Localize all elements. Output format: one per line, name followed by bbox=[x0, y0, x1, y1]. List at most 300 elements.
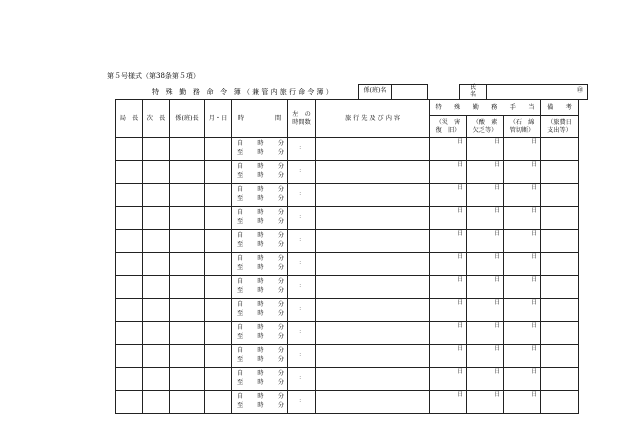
duty-order-table bbox=[115, 99, 579, 414]
minute-label: 分 bbox=[277, 393, 284, 400]
day-unit-label: 日 bbox=[494, 231, 500, 237]
hour-label: 時 bbox=[257, 241, 264, 248]
hour-label: 時 bbox=[257, 172, 264, 179]
allowance-oxygen-cell[interactable] bbox=[467, 345, 504, 368]
deputy-seal-cell[interactable] bbox=[143, 161, 170, 184]
section-chief-seal-cell[interactable] bbox=[170, 391, 205, 414]
allowance-disaster-cell[interactable] bbox=[430, 138, 467, 161]
day-unit-label: 日 bbox=[531, 139, 537, 145]
allowance-oxygen-cell[interactable] bbox=[467, 276, 504, 299]
minute-label: 分 bbox=[277, 324, 284, 331]
remarks-cell[interactable] bbox=[541, 138, 579, 161]
day-unit-label: 日 bbox=[457, 139, 463, 145]
time-to-line bbox=[237, 379, 287, 388]
allowance-disaster-cell[interactable] bbox=[430, 161, 467, 184]
hours-cell[interactable] bbox=[288, 391, 316, 414]
allowance-asbestos-cell[interactable] bbox=[504, 230, 541, 253]
time-from-label: 自 bbox=[237, 209, 244, 216]
day-unit-label: 日 bbox=[494, 208, 500, 214]
minute-label: 分 bbox=[277, 209, 284, 216]
day-unit-label: 日 bbox=[494, 323, 500, 329]
time-from-line bbox=[237, 255, 287, 264]
document-title: 特 殊 勤 務 命 令 簿（兼管内旅行命令簿） bbox=[152, 88, 335, 96]
hour-label: 時 bbox=[257, 209, 264, 216]
col-month-day: 月・日 bbox=[205, 100, 232, 138]
allowance-oxygen-cell[interactable] bbox=[467, 322, 504, 345]
minute-label: 分 bbox=[277, 255, 284, 262]
time-to-line bbox=[237, 310, 287, 319]
time-cell[interactable] bbox=[232, 184, 288, 207]
hour-label: 時 bbox=[257, 370, 264, 377]
time-from-line bbox=[237, 232, 287, 241]
section-chief-seal-cell[interactable] bbox=[170, 138, 205, 161]
hour-label: 時 bbox=[257, 347, 264, 354]
hours-cell[interactable] bbox=[288, 230, 316, 253]
time-to-line bbox=[237, 218, 287, 227]
allowance-disaster-cell[interactable] bbox=[430, 345, 467, 368]
hour-label: 時 bbox=[257, 278, 264, 285]
minute-label: 分 bbox=[277, 186, 284, 193]
hour-label: 時 bbox=[257, 287, 264, 294]
colon-separator: ： bbox=[298, 306, 304, 313]
day-unit-label: 日 bbox=[531, 231, 537, 237]
time-to-line bbox=[237, 264, 287, 273]
hour-label: 時 bbox=[257, 333, 264, 340]
time-from-label: 自 bbox=[237, 278, 244, 285]
month-day-cell[interactable] bbox=[205, 391, 232, 414]
minute-label: 分 bbox=[277, 287, 284, 294]
deputy-seal-cell[interactable] bbox=[143, 299, 170, 322]
allowance-oxygen-cell[interactable] bbox=[467, 207, 504, 230]
table-row bbox=[116, 230, 579, 253]
time-cell[interactable] bbox=[232, 253, 288, 276]
col-allowance-disaster: （災 害 復 旧） bbox=[430, 116, 467, 138]
table-row bbox=[116, 345, 579, 368]
minute-label: 分 bbox=[277, 232, 284, 239]
colon-separator: ： bbox=[298, 283, 304, 290]
minute-label: 分 bbox=[277, 310, 284, 317]
table-row bbox=[116, 253, 579, 276]
director-seal-cell[interactable] bbox=[116, 161, 143, 184]
allowance-disaster-cell[interactable] bbox=[430, 276, 467, 299]
time-from-label: 自 bbox=[237, 140, 244, 147]
time-cell[interactable] bbox=[232, 322, 288, 345]
table-row bbox=[116, 207, 579, 230]
time-from-line bbox=[237, 324, 287, 333]
destination-cell[interactable] bbox=[316, 161, 430, 184]
time-cell[interactable] bbox=[232, 138, 288, 161]
deputy-seal-cell[interactable] bbox=[143, 230, 170, 253]
day-unit-label: 日 bbox=[531, 254, 537, 260]
month-day-cell[interactable] bbox=[205, 207, 232, 230]
month-day-cell[interactable] bbox=[205, 138, 232, 161]
allowance-asbestos-cell[interactable] bbox=[504, 253, 541, 276]
section-chief-seal-cell[interactable] bbox=[170, 161, 205, 184]
destination-cell[interactable] bbox=[316, 345, 430, 368]
table-row bbox=[116, 161, 579, 184]
day-unit-label: 日 bbox=[494, 369, 500, 375]
time-from-line bbox=[237, 163, 287, 172]
hour-label: 時 bbox=[257, 149, 264, 156]
time-to-label: 至 bbox=[237, 195, 244, 202]
colon-separator: ： bbox=[298, 237, 304, 244]
section-chief-seal-cell[interactable] bbox=[170, 299, 205, 322]
remarks-cell[interactable] bbox=[541, 253, 579, 276]
time-to-line bbox=[237, 149, 287, 158]
month-day-cell[interactable] bbox=[205, 184, 232, 207]
deputy-seal-cell[interactable] bbox=[143, 184, 170, 207]
col-allowance-asbestos: （石 綿 管切断） bbox=[504, 116, 541, 138]
deputy-seal-cell[interactable] bbox=[143, 391, 170, 414]
allowance-oxygen-cell[interactable] bbox=[467, 299, 504, 322]
minute-label: 分 bbox=[277, 347, 284, 354]
table-row bbox=[116, 322, 579, 345]
director-seal-cell[interactable] bbox=[116, 368, 143, 391]
allowance-asbestos-cell[interactable] bbox=[504, 345, 541, 368]
allowance-asbestos-cell[interactable] bbox=[504, 299, 541, 322]
deputy-seal-cell[interactable] bbox=[143, 322, 170, 345]
month-day-cell[interactable] bbox=[205, 345, 232, 368]
hours-cell[interactable] bbox=[288, 368, 316, 391]
time-from-line bbox=[237, 393, 287, 402]
allowance-disaster-cell[interactable] bbox=[430, 184, 467, 207]
day-unit-label: 日 bbox=[494, 392, 500, 398]
month-day-cell[interactable] bbox=[205, 161, 232, 184]
hours-cell[interactable] bbox=[288, 322, 316, 345]
time-from-label: 自 bbox=[237, 232, 244, 239]
deputy-seal-cell[interactable] bbox=[143, 253, 170, 276]
hour-label: 時 bbox=[257, 218, 264, 225]
time-from-line bbox=[237, 209, 287, 218]
allowance-disaster-cell[interactable] bbox=[430, 253, 467, 276]
allowance-asbestos-cell[interactable] bbox=[504, 391, 541, 414]
director-seal-cell[interactable] bbox=[116, 207, 143, 230]
month-day-cell[interactable] bbox=[205, 299, 232, 322]
day-unit-label: 日 bbox=[494, 346, 500, 352]
day-unit-label: 日 bbox=[494, 185, 500, 191]
deputy-seal-cell[interactable] bbox=[143, 207, 170, 230]
minute-label: 分 bbox=[277, 241, 284, 248]
director-seal-cell[interactable] bbox=[116, 276, 143, 299]
time-to-line bbox=[237, 172, 287, 181]
section-chief-seal-cell[interactable] bbox=[170, 253, 205, 276]
remarks-cell[interactable] bbox=[541, 276, 579, 299]
hours-cell[interactable] bbox=[288, 207, 316, 230]
hours-cell[interactable] bbox=[288, 345, 316, 368]
col-hours: 左 の 時間数 bbox=[288, 100, 316, 138]
day-unit-label: 日 bbox=[457, 323, 463, 329]
affiliation-label: 係(班)名 bbox=[359, 85, 392, 100]
hours-cell[interactable] bbox=[288, 161, 316, 184]
remarks-cell[interactable] bbox=[541, 207, 579, 230]
section-chief-seal-cell[interactable] bbox=[170, 368, 205, 391]
remarks-cell[interactable] bbox=[541, 322, 579, 345]
day-unit-label: 日 bbox=[457, 208, 463, 214]
time-to-label: 至 bbox=[237, 172, 244, 179]
name-field[interactable] bbox=[487, 85, 588, 100]
section-chief-seal-cell[interactable] bbox=[170, 322, 205, 345]
hour-label: 時 bbox=[257, 140, 264, 147]
time-from-label: 自 bbox=[237, 393, 244, 400]
day-unit-label: 日 bbox=[531, 162, 537, 168]
remarks-cell[interactable] bbox=[541, 368, 579, 391]
col-time: 時 間 bbox=[232, 100, 288, 138]
minute-label: 分 bbox=[277, 140, 284, 147]
month-day-cell[interactable] bbox=[205, 368, 232, 391]
time-from-line bbox=[237, 278, 287, 287]
allowance-oxygen-cell[interactable] bbox=[467, 138, 504, 161]
director-seal-cell[interactable] bbox=[116, 138, 143, 161]
time-to-line bbox=[237, 402, 287, 411]
deputy-seal-cell[interactable] bbox=[143, 276, 170, 299]
hour-label: 時 bbox=[257, 393, 264, 400]
col-deputy: 次 長 bbox=[143, 100, 170, 138]
day-unit-label: 日 bbox=[531, 185, 537, 191]
hour-label: 時 bbox=[257, 186, 264, 193]
minute-label: 分 bbox=[277, 333, 284, 340]
month-day-cell[interactable] bbox=[205, 230, 232, 253]
time-to-line bbox=[237, 195, 287, 204]
director-seal-cell[interactable] bbox=[116, 253, 143, 276]
header-gap bbox=[428, 85, 460, 100]
day-unit-label: 日 bbox=[457, 277, 463, 283]
hour-label: 時 bbox=[257, 163, 264, 170]
minute-label: 分 bbox=[277, 172, 284, 179]
allowance-asbestos-cell[interactable] bbox=[504, 207, 541, 230]
destination-cell[interactable] bbox=[316, 276, 430, 299]
destination-cell[interactable] bbox=[316, 138, 430, 161]
time-from-line bbox=[237, 301, 287, 310]
table-row bbox=[116, 138, 579, 161]
table-row bbox=[116, 299, 579, 322]
time-to-label: 至 bbox=[237, 241, 244, 248]
minute-label: 分 bbox=[277, 301, 284, 308]
day-unit-label: 日 bbox=[531, 277, 537, 283]
time-cell[interactable] bbox=[232, 345, 288, 368]
hours-cell[interactable] bbox=[288, 138, 316, 161]
time-from-label: 自 bbox=[237, 186, 244, 193]
remarks-cell[interactable] bbox=[541, 345, 579, 368]
time-to-label: 至 bbox=[237, 264, 244, 271]
hour-label: 時 bbox=[257, 301, 264, 308]
time-cell[interactable] bbox=[232, 230, 288, 253]
director-seal-cell[interactable] bbox=[116, 345, 143, 368]
destination-cell[interactable] bbox=[316, 391, 430, 414]
hour-label: 時 bbox=[257, 379, 264, 386]
allowance-disaster-cell[interactable] bbox=[430, 322, 467, 345]
day-unit-label: 日 bbox=[457, 369, 463, 375]
allowance-oxygen-cell[interactable] bbox=[467, 391, 504, 414]
remarks-cell[interactable] bbox=[541, 161, 579, 184]
destination-cell[interactable] bbox=[316, 299, 430, 322]
allowance-asbestos-cell[interactable] bbox=[504, 161, 541, 184]
section-chief-seal-cell[interactable] bbox=[170, 184, 205, 207]
section-chief-seal-cell[interactable] bbox=[170, 230, 205, 253]
month-day-cell[interactable] bbox=[205, 322, 232, 345]
day-unit-label: 日 bbox=[494, 254, 500, 260]
allowance-asbestos-cell[interactable] bbox=[504, 184, 541, 207]
day-unit-label: 日 bbox=[531, 346, 537, 352]
minute-label: 分 bbox=[277, 218, 284, 225]
director-seal-cell[interactable] bbox=[116, 322, 143, 345]
hours-cell[interactable] bbox=[288, 299, 316, 322]
time-to-label: 至 bbox=[237, 356, 244, 363]
day-unit-label: 日 bbox=[494, 139, 500, 145]
hour-label: 時 bbox=[257, 356, 264, 363]
hour-label: 時 bbox=[257, 195, 264, 202]
day-unit-label: 日 bbox=[457, 300, 463, 306]
header-info-table bbox=[358, 84, 588, 100]
form-number-label: 第５号様式（第38条第５項） bbox=[107, 72, 200, 80]
hours-cell[interactable] bbox=[288, 276, 316, 299]
minute-label: 分 bbox=[277, 379, 284, 386]
minute-label: 分 bbox=[277, 278, 284, 285]
col-allowance-oxygen: （酸 素 欠乏等） bbox=[467, 116, 504, 138]
allowance-disaster-cell[interactable] bbox=[430, 299, 467, 322]
day-unit-label: 日 bbox=[457, 185, 463, 191]
hour-label: 時 bbox=[257, 310, 264, 317]
table-body bbox=[116, 138, 579, 414]
allowance-asbestos-cell[interactable] bbox=[504, 368, 541, 391]
time-from-line bbox=[237, 186, 287, 195]
day-unit-label: 日 bbox=[531, 208, 537, 214]
day-unit-label: 日 bbox=[531, 300, 537, 306]
allowance-asbestos-cell[interactable] bbox=[504, 322, 541, 345]
minute-label: 分 bbox=[277, 149, 284, 156]
time-to-label: 至 bbox=[237, 379, 244, 386]
time-cell[interactable] bbox=[232, 299, 288, 322]
deputy-seal-cell[interactable] bbox=[143, 368, 170, 391]
col-remarks-sub: （旅費日 支出等） bbox=[541, 116, 579, 138]
affiliation-field[interactable] bbox=[392, 85, 428, 100]
colon-separator: ： bbox=[298, 145, 304, 152]
destination-cell[interactable] bbox=[316, 253, 430, 276]
allowance-oxygen-cell[interactable] bbox=[467, 230, 504, 253]
table-row bbox=[116, 391, 579, 414]
destination-cell[interactable] bbox=[316, 184, 430, 207]
allowance-disaster-cell[interactable] bbox=[430, 391, 467, 414]
time-cell[interactable] bbox=[232, 207, 288, 230]
minute-label: 分 bbox=[277, 195, 284, 202]
allowance-asbestos-cell[interactable] bbox=[504, 138, 541, 161]
colon-separator: ： bbox=[298, 214, 304, 221]
allowance-oxygen-cell[interactable] bbox=[467, 368, 504, 391]
remarks-cell[interactable] bbox=[541, 391, 579, 414]
col-section-chief: 係(班)長 bbox=[170, 100, 205, 138]
colon-separator: ： bbox=[298, 352, 304, 359]
time-cell[interactable] bbox=[232, 276, 288, 299]
day-unit-label: 日 bbox=[457, 392, 463, 398]
minute-label: 分 bbox=[277, 356, 284, 363]
allowance-oxygen-cell[interactable] bbox=[467, 184, 504, 207]
seal-mark: ㊞ bbox=[576, 87, 583, 95]
allowance-oxygen-cell[interactable] bbox=[467, 253, 504, 276]
allowance-disaster-cell[interactable] bbox=[430, 368, 467, 391]
director-seal-cell[interactable] bbox=[116, 184, 143, 207]
month-day-cell[interactable] bbox=[205, 276, 232, 299]
colon-separator: ： bbox=[298, 375, 304, 382]
table-row bbox=[116, 368, 579, 391]
time-to-label: 至 bbox=[237, 402, 244, 409]
time-from-line bbox=[237, 140, 287, 149]
deputy-seal-cell[interactable] bbox=[143, 138, 170, 161]
time-from-line bbox=[237, 347, 287, 356]
remarks-cell[interactable] bbox=[541, 184, 579, 207]
col-director: 局 長 bbox=[116, 100, 143, 138]
time-from-label: 自 bbox=[237, 163, 244, 170]
minute-label: 分 bbox=[277, 163, 284, 170]
allowance-oxygen-cell[interactable] bbox=[467, 161, 504, 184]
day-unit-label: 日 bbox=[531, 369, 537, 375]
time-from-label: 自 bbox=[237, 370, 244, 377]
time-to-label: 至 bbox=[237, 149, 244, 156]
name-label: 氏 名 bbox=[460, 85, 487, 100]
hours-cell[interactable] bbox=[288, 253, 316, 276]
destination-cell[interactable] bbox=[316, 230, 430, 253]
col-allowance-group: 特 殊 勤 務 手 当 bbox=[430, 100, 541, 116]
minute-label: 分 bbox=[277, 264, 284, 271]
time-cell[interactable] bbox=[232, 161, 288, 184]
day-unit-label: 日 bbox=[457, 346, 463, 352]
table-row bbox=[116, 276, 579, 299]
day-unit-label: 日 bbox=[531, 392, 537, 398]
allowance-disaster-cell[interactable] bbox=[430, 230, 467, 253]
time-to-line bbox=[237, 356, 287, 365]
col-remarks: 備 考 bbox=[541, 100, 579, 116]
colon-separator: ： bbox=[298, 191, 304, 198]
director-seal-cell[interactable] bbox=[116, 299, 143, 322]
hour-label: 時 bbox=[257, 402, 264, 409]
col-destination: 旅 行 先 及 び 内 容 bbox=[316, 100, 430, 138]
director-seal-cell[interactable] bbox=[116, 391, 143, 414]
destination-cell[interactable] bbox=[316, 368, 430, 391]
director-seal-cell[interactable] bbox=[116, 230, 143, 253]
day-unit-label: 日 bbox=[531, 323, 537, 329]
day-unit-label: 日 bbox=[457, 254, 463, 260]
allowance-disaster-cell[interactable] bbox=[430, 207, 467, 230]
day-unit-label: 日 bbox=[457, 231, 463, 237]
colon-separator: ： bbox=[298, 168, 304, 175]
month-day-cell[interactable] bbox=[205, 253, 232, 276]
time-to-label: 至 bbox=[237, 333, 244, 340]
colon-separator: ： bbox=[298, 329, 304, 336]
destination-cell[interactable] bbox=[316, 322, 430, 345]
allowance-asbestos-cell[interactable] bbox=[504, 276, 541, 299]
day-unit-label: 日 bbox=[494, 162, 500, 168]
hour-label: 時 bbox=[257, 324, 264, 331]
time-to-line bbox=[237, 287, 287, 296]
day-unit-label: 日 bbox=[494, 277, 500, 283]
hour-label: 時 bbox=[257, 264, 264, 271]
time-to-line bbox=[237, 241, 287, 250]
hours-cell[interactable] bbox=[288, 184, 316, 207]
time-from-label: 自 bbox=[237, 301, 244, 308]
section-chief-seal-cell[interactable] bbox=[170, 207, 205, 230]
deputy-seal-cell[interactable] bbox=[143, 345, 170, 368]
section-chief-seal-cell[interactable] bbox=[170, 276, 205, 299]
colon-separator: ： bbox=[298, 260, 304, 267]
table-row bbox=[116, 184, 579, 207]
time-cell[interactable] bbox=[232, 391, 288, 414]
time-cell[interactable] bbox=[232, 368, 288, 391]
time-to-label: 至 bbox=[237, 310, 244, 317]
day-unit-label: 日 bbox=[457, 162, 463, 168]
time-to-label: 至 bbox=[237, 287, 244, 294]
remarks-cell[interactable] bbox=[541, 230, 579, 253]
remarks-cell[interactable] bbox=[541, 299, 579, 322]
destination-cell[interactable] bbox=[316, 207, 430, 230]
section-chief-seal-cell[interactable] bbox=[170, 345, 205, 368]
